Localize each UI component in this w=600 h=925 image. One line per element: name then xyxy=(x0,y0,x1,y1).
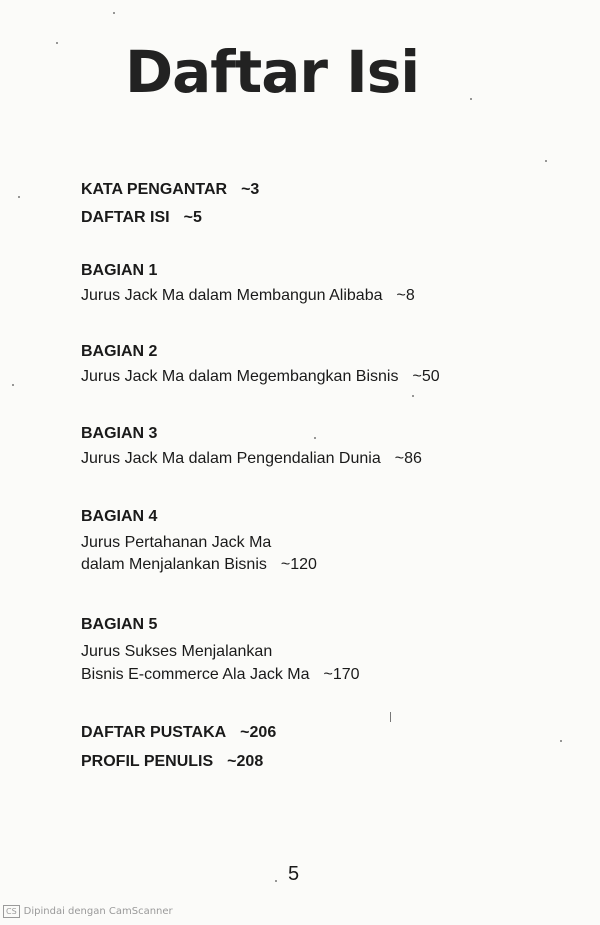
toc-entry-text: Jurus Jack Ma dalam Pengendalian Dunia xyxy=(81,450,381,467)
toc-entry-page: ~206 xyxy=(240,724,277,741)
toc-entry-text: BAGIAN 4 xyxy=(81,508,158,525)
toc-entry-text: DAFTAR PUSTAKA xyxy=(81,724,227,741)
toc-entry-text: DAFTAR ISI xyxy=(81,209,170,226)
toc-entry-bagian-1 xyxy=(81,287,415,305)
section-heading-bagian-3 xyxy=(81,425,157,443)
toc-entry-page: ~170 xyxy=(323,666,360,683)
toc-entry-text: Jurus Sukses Menjalankan xyxy=(81,643,273,660)
watermark-text: Dipindai dengan CamScanner xyxy=(23,906,173,917)
toc-entry-text: Jurus Jack Ma dalam Membangun Alibaba xyxy=(81,287,383,304)
toc-entry-profil-penulis xyxy=(81,753,263,771)
toc-entry-kata-pengantar xyxy=(81,181,259,199)
section-heading-bagian-5 xyxy=(81,616,157,634)
toc-entry-text: Jurus Pertahanan Jack Ma xyxy=(81,534,272,551)
scan-speck xyxy=(56,42,58,44)
toc-entry-page: ~208 xyxy=(227,753,264,770)
toc-entry-text: Bisnis E-commerce Ala Jack Ma xyxy=(81,666,310,683)
page-number: 5 xyxy=(288,863,300,885)
toc-entry-bagian-2 xyxy=(81,368,440,386)
toc-entry-bagian-5-line-2 xyxy=(81,666,360,684)
toc-entry-page: ~3 xyxy=(241,181,260,198)
toc-entry-bagian-5-line-1 xyxy=(81,643,272,661)
toc-entry-text: Jurus Jack Ma dalam Megembangkan Bisnis xyxy=(81,368,399,385)
toc-entry-page: ~50 xyxy=(412,368,440,385)
scan-speck xyxy=(314,437,316,439)
toc-entry-bagian-3 xyxy=(81,450,422,468)
page-title: Daftar Isi xyxy=(125,38,420,106)
toc-entry-bagian-4-line-1 xyxy=(81,534,271,552)
toc-entry-page: ~86 xyxy=(394,450,422,467)
scan-speck xyxy=(560,740,562,742)
toc-entry-bagian-4-line-2 xyxy=(81,556,317,574)
scan-speck xyxy=(275,880,277,882)
scan-speck xyxy=(113,12,115,14)
scan-speck xyxy=(470,98,472,100)
toc-entry-text: dalam Menjalankan Bisnis xyxy=(81,556,267,573)
scan-speck xyxy=(390,712,391,722)
toc-entry-text: BAGIAN 5 xyxy=(81,616,158,633)
section-heading-bagian-2 xyxy=(81,343,157,361)
toc-entry-page: ~5 xyxy=(183,209,202,226)
scan-speck xyxy=(18,196,20,198)
section-heading-bagian-1 xyxy=(81,262,157,280)
toc-entry-text: BAGIAN 2 xyxy=(81,343,158,360)
camscanner-logo-icon: CS xyxy=(3,905,20,918)
scan-speck xyxy=(412,395,414,397)
toc-entry-page: ~120 xyxy=(280,556,317,573)
section-heading-bagian-4 xyxy=(81,508,157,526)
toc-entry-text: BAGIAN 1 xyxy=(81,262,158,279)
toc-entry-text: BAGIAN 3 xyxy=(81,425,158,442)
scan-speck xyxy=(12,384,14,386)
scanner-watermark xyxy=(3,905,173,918)
toc-entry-daftar-isi xyxy=(81,209,202,227)
scan-speck xyxy=(545,160,547,162)
toc-entry-text: KATA PENGANTAR xyxy=(81,181,228,198)
toc-entry-text: PROFIL PENULIS xyxy=(81,753,214,770)
toc-entry-daftar-pustaka xyxy=(81,724,276,742)
toc-entry-page: ~8 xyxy=(396,287,415,304)
